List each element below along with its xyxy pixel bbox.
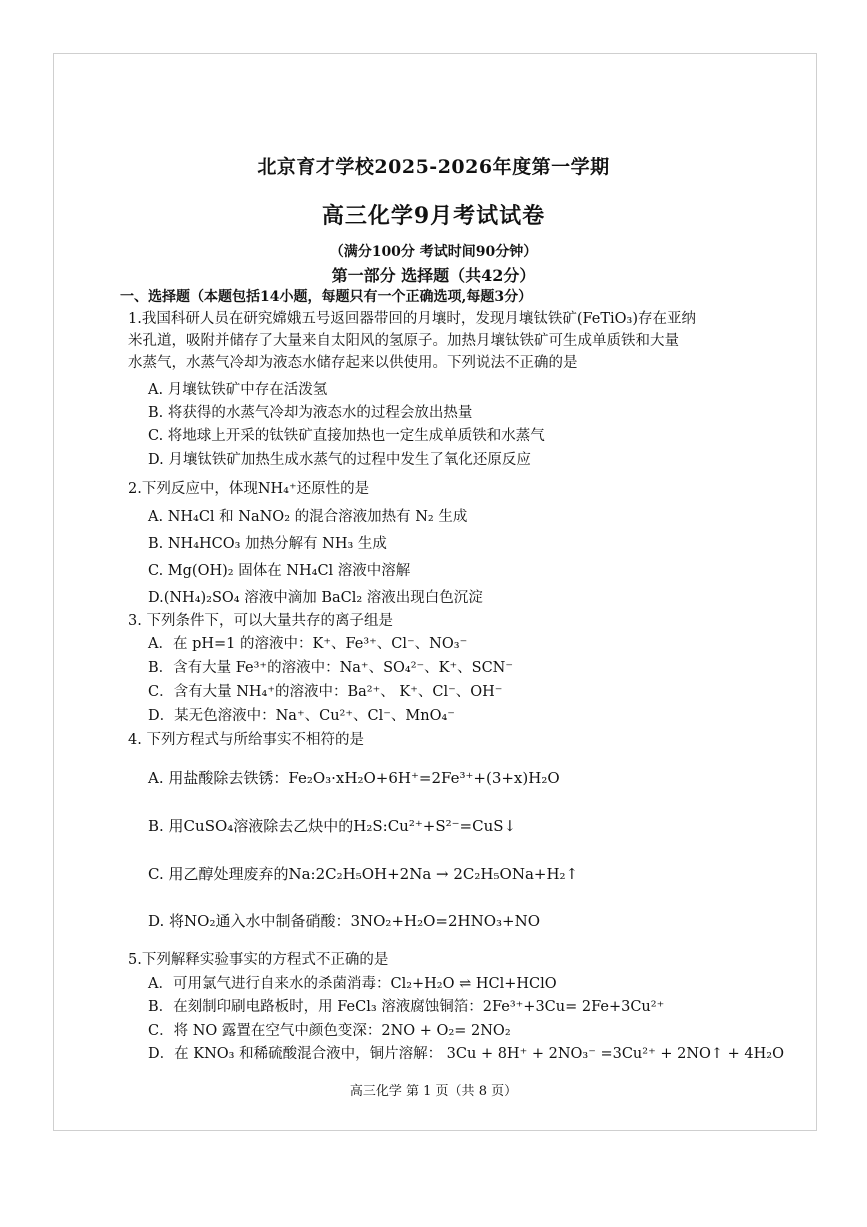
q2-option-d: D.(NH₄)₂SO₄ 溶液中滴加 BaCl₂ 溶液出现白色沉淀 (148, 590, 483, 606)
q4-option-b: B. 用CuSO₄溶液除去乙炔中的H₂S:Cu²⁺+S²⁻=CuS↓ (148, 817, 517, 835)
q4-stem: 4. 下列方程式与所给事实不相符的是 (128, 732, 364, 748)
q2-stem: 2.下列反应中，体现NH₄⁺还原性的是 (128, 481, 370, 497)
q5-option-c: C．将 NO 露置在空气中颜色变深：2NO + O₂= 2NO₂ (148, 1023, 511, 1039)
q1-option-a: A. 月壤钛铁矿中存在活泼氢 (148, 382, 328, 398)
exam-title: 高三化学9月考试试卷 (321, 203, 546, 229)
q2-option-c: C. Mg(OH)₂ 固体在 NH₄Cl 溶液中溶解 (148, 563, 411, 579)
q4-option-a: A. 用盐酸除去铁锈：Fe₂O₃·xH₂O+6H⁺=2Fe³⁺+(3+x)H₂O (148, 769, 560, 787)
q2-option-a: A. NH₄Cl 和 NaNO₂ 的混合溶液加热有 N₂ 生成 (148, 509, 468, 525)
q3-stem: 3. 下列条件下，可以大量共存的离子组是 (128, 613, 393, 629)
q3-option-b: B．含有大量 Fe³⁺的溶液中：Na⁺、SO₄²⁻、K⁺、SCN⁻ (148, 660, 514, 676)
q5-option-d: D．在 KNO₃ 和稀硫酸混合液中，铜片溶解： 3Cu + 8H⁺ + 2NO₃⁻ =3Cu²⁺ + 2NO↑ + 4H₂O (148, 1046, 784, 1062)
q1-option-c: C. 将地球上开采的钛铁矿直接加热也一定生成单质铁和水蒸气 (148, 428, 545, 444)
q1-stem-line3: 水蒸气，水蒸气冷却为液态水储存起来以供使用。下列说法不正确的是 (128, 355, 578, 371)
q3-option-a: A．在 pH=1 的溶液中：K⁺、Fe³⁺、Cl⁻、NO₃⁻ (148, 636, 468, 652)
q5-stem: 5.下列解释实验事实的方程式不正确的是 (128, 952, 389, 968)
q2-option-b: B. NH₄HCO₃ 加热分解有 NH₃ 生成 (148, 536, 387, 552)
q3-option-c: C．含有大量 NH₄⁺的溶液中：Ba²⁺、 K⁺、Cl⁻、OH⁻ (148, 684, 503, 700)
part-title: 第一部分 选择题（共42分） (331, 266, 536, 285)
page-footer: 高三化学 第 1 页（共 8 页） (349, 1084, 518, 1099)
q1-option-d: D. 月壤钛铁矿加热生成水蒸气的过程中发生了氧化还原反应 (148, 452, 531, 468)
q1-option-b: B. 将获得的水蒸气冷却为液态水的过程会放出热量 (148, 405, 473, 421)
q1-stem-line2: 米孔道，吸附并储存了大量来自太阳风的氢原子。加热月壤钛铁矿可生成单质铁和大量 (128, 333, 679, 349)
exam-info: （满分100分 考试时间90分钟） (329, 244, 538, 260)
q1-stem-line1: 1.我国科研人员在研究嫦娥五号返回器带回的月壤时，发现月壤钛铁矿(FeTiO₃)存在亚纳 (128, 311, 697, 327)
section-heading: 一、选择题（本题包括14小题，每题只有一个正确选项,每题3分） (120, 289, 533, 305)
q5-option-a: A．可用氯气进行自来水的杀菌消毒：Cl₂+H₂O ⇌ HCl+HClO (148, 976, 557, 992)
q5-option-b: B．在刻制印刷电路板时，用 FeCl₃ 溶液腐蚀铜箔：2Fe³⁺+3Cu= 2Fe+3Cu²⁺ (148, 999, 665, 1015)
q3-option-d: D．某无色溶液中：Na⁺、Cu²⁺、Cl⁻、MnO₄⁻ (148, 708, 455, 724)
q4-option-c: C. 用乙醇处理废弃的Na:2C₂H₅OH+2Na → 2C₂H₅ONa+H₂↑ (148, 865, 579, 883)
school-title: 北京育才学校2025-2026年度第一学期 (257, 156, 610, 178)
q4-option-d: D. 将NO₂通入水中制备硝酸：3NO₂+H₂O=2HNO₃+NO (148, 912, 541, 930)
